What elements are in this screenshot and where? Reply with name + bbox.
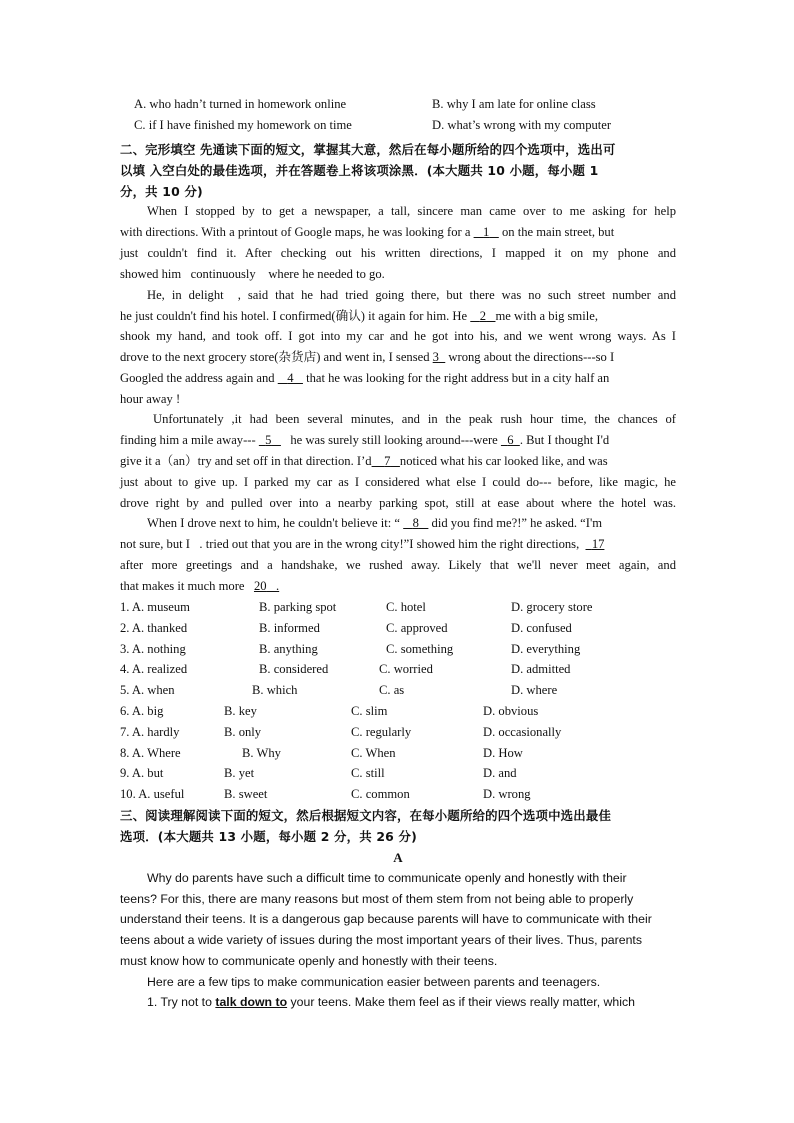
reading-p1-line4: teens about a wide variety of issues during the most important years of their lives. Thus, parents <box>120 933 642 947</box>
question-5-option-b: B. which <box>252 683 298 698</box>
question-4-option-c: C. worried <box>379 662 433 677</box>
cloze-p1-line4: showed him continuously where he needed to go. <box>120 267 385 281</box>
question-5-option-c: C. as <box>379 683 405 698</box>
question-3-option-d: D. everything <box>511 641 581 656</box>
question-6-option-a: 6. A. big <box>120 704 164 718</box>
blank-6: 6 <box>507 433 514 447</box>
blank-7: 7 <box>384 454 391 468</box>
question-3-option-b: B. anything <box>259 641 318 656</box>
blank-5: 5 <box>265 433 272 447</box>
cloze-p1-line1: When I stopped by to get a newspaper, a tall, sincere man came over to me asking for help <box>147 204 676 218</box>
blank-4: 4 <box>287 371 294 385</box>
cloze-p3-line2: finding him a mile away--- 5 he was surely still looking around---were 6 . But I thought I'd <box>120 433 610 447</box>
cloze-p2-line6: hour away ! <box>120 392 181 406</box>
question-9-option-a: 9. A. but <box>120 766 164 781</box>
question-8-option-c: C. When <box>351 745 396 760</box>
cloze-p3-line5: drove right by and pulled over into a nearby parking spot, still at ease about where the hotel was. <box>120 496 676 510</box>
cloze-p3-line3: give it a（an）try and set off in that direction. I’d 7 noticed what his car looked like, and was <box>120 454 608 468</box>
cloze-p4-line3: after more greetings and a handshake, we rushed away. Likely that we'll never meet again, and <box>120 558 676 572</box>
question-10-option-c: C. common <box>351 787 410 802</box>
question-6-option-b: B. key <box>224 704 257 718</box>
cloze-p2-line4: drove to the next grocery store(杂货店) and went in, I sensed 3 wrong about the directions---so I <box>120 350 615 364</box>
blank-3: 3 <box>432 350 439 364</box>
question-9-option-c: C. still <box>351 766 385 781</box>
question-1-option-c: C. hotel <box>386 600 426 614</box>
question-6-option-c: C. slim <box>351 704 388 718</box>
question-2-option-c: C. approved <box>386 620 448 635</box>
question-5-option-a: 5. A. when <box>120 683 175 698</box>
question-5-option-d: D. where <box>511 683 558 698</box>
question-10-option-a: 10. A. useful <box>120 787 185 802</box>
question-10-option-b: B. sweet <box>224 787 268 802</box>
question-4-option-b: B. considered <box>259 662 329 677</box>
question-6-option-d: D. obvious <box>483 704 539 718</box>
question-1-option-d: D. grocery store <box>511 600 593 614</box>
blank-17: 17 <box>591 537 605 551</box>
blank-20: 20 . <box>253 579 280 593</box>
question-3-option-c: C. something <box>386 641 454 656</box>
question-3-option-a: 3. A. nothing <box>120 641 186 656</box>
prev-option-b: B. why I am late for online class <box>432 97 596 111</box>
question-10-option-d: D. wrong <box>483 787 531 802</box>
cloze-p2-line2: he just couldn't find his hotel. I confirmed(确认) it again for him. He 2 me with a big smile, <box>120 309 598 323</box>
cloze-p3-line4: just about to give up. I parked my car as I considered what else I could do--- before, like magic, he <box>120 475 676 489</box>
passage-label-a: A <box>393 850 403 865</box>
reading-p1-line5: must know how to communicate openly and honestly with their teens. <box>120 954 498 968</box>
reading-p1-line1: Why do parents have such a difficult time to communicate openly and honestly with their <box>147 871 627 885</box>
question-1-option-a: 1. A. museum <box>120 600 190 614</box>
cloze-p1-line2: with directions. With a printout of Google maps, he was looking for a 1 on the main street, but <box>120 225 615 239</box>
reading-p2-line1: Here are a few tips to make communication easier between parents and teenagers. <box>147 975 601 989</box>
cloze-p4-line2: not sure, but I . tried out that you are in the wrong city!”I showed him the right directions, 17 <box>120 537 605 551</box>
prev-option-d: D. what’s wrong with my computer <box>432 118 612 132</box>
question-4-option-a: 4. A. realized <box>120 662 188 677</box>
question-2-option-a: 2. A. thanked <box>120 620 188 635</box>
question-4-option-d: D. admitted <box>511 662 571 677</box>
cloze-p1-line3: just couldn't find it. After checking out his written directions, I mapped it on my phone and <box>120 246 676 260</box>
question-8-option-b: B. Why <box>242 745 281 760</box>
cloze-p2-line1: He, in delight , said that he had tried going there, but there was no such street number and <box>147 288 676 302</box>
question-2-option-d: D. confused <box>511 620 572 635</box>
cloze-p4-line4: that makes it much more 20 . <box>120 579 280 593</box>
talk-down-to-phrase: talk down to <box>215 995 288 1009</box>
question-1-option-b: B. parking spot <box>259 600 337 614</box>
reading-p1-line3: understand their teens. It is a dangerous gap because parents will have to communicate with their <box>120 912 652 926</box>
prev-option-a: A. who hadn’t turned in homework online <box>134 97 347 111</box>
question-8-option-d: D. How <box>483 745 523 760</box>
prev-option-c: C. if I have finished my homework on time <box>134 118 352 132</box>
question-7-option-d: D. occasionally <box>483 724 562 739</box>
cloze-p3-line1: Unfortunately ,it had been several minutes, and in the peak rush hour time, the chances of <box>153 412 676 426</box>
section2-heading-line2: 以填 入空白处的最佳选项，并在答题卷上将该项涂黑．(本大题共 10 小题，每小题 1 <box>120 163 599 178</box>
question-8-option-a: 8. A. Where <box>120 745 181 760</box>
blank-1: 1 <box>483 225 490 239</box>
question-7-option-c: C. regularly <box>351 724 412 739</box>
section2-heading-line1: 二、完形填空 先通读下面的短文，掌握其大意，然后在每小题所给的四个选项中，选出可 <box>120 142 616 157</box>
reading-tip1-line1: 1. Try not to talk down to your teens. Make them feel as if their views really matter, which <box>147 995 635 1009</box>
question-7-option-b: B. only <box>224 724 262 739</box>
cloze-p2-line5: Googled the address again and 4 that he was looking for the right address but in a city half an <box>120 371 610 385</box>
question-7-option-a: 7. A. hardly <box>120 724 180 739</box>
reading-p1-line2: teens? For this, there are many reasons but most of them stem from not being able to properly <box>120 892 634 906</box>
section3-heading-line2: 选项．(本大题共 13 小题，每小题 2 分，共 26 分) <box>120 829 417 844</box>
section3-heading-line1: 三、阅读理解阅读下面的短文，然后根据短文内容，在每小题所给的四个选项中选出最佳 <box>120 808 612 823</box>
question-2-option-b: B. informed <box>259 620 320 635</box>
question-9-option-b: B. yet <box>224 766 255 781</box>
cloze-p2-line3: shook my hand, and took off. I got into my car and he got into his, and we went wrong ways. As I <box>120 329 676 343</box>
blank-2: 2 <box>479 309 487 323</box>
blank-8: 8 <box>412 516 419 530</box>
cloze-p4-line1: When I drove next to him, he couldn't believe it: “ 8 did you find me?!” he asked. “I'm <box>147 516 603 530</box>
question-9-option-d: D. and <box>483 766 517 781</box>
section2-heading-line3: 分，共 10 分) <box>120 184 203 199</box>
